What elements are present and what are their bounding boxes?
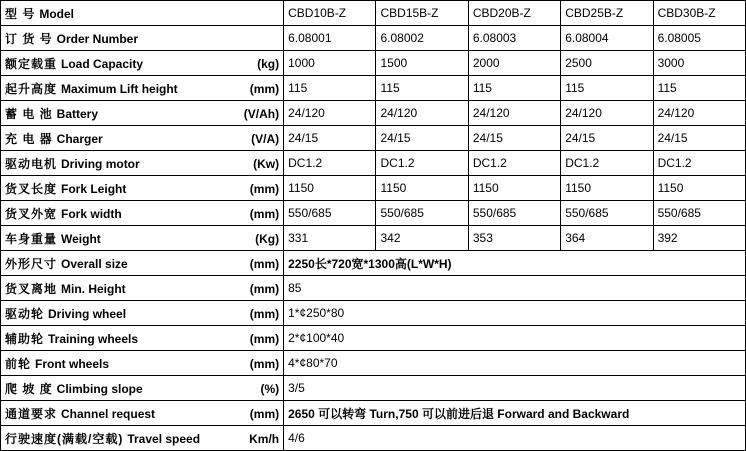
row-value-cell: 2650 可以转弯 Turn,750 可以前进后退 Forward and Backward — [284, 401, 746, 426]
row-label-cell — [1, 276, 284, 301]
row-value-cell: 3/5 — [284, 376, 746, 401]
row-value-cell: 1150 — [284, 176, 376, 201]
row-value-cell: 115 — [468, 76, 560, 101]
row-label-cn: 辅助轮 — [5, 331, 45, 346]
row-label-unit: (mm) — [249, 181, 280, 196]
row-value-cell: CBD25B-Z — [561, 1, 653, 26]
row-value-cell: 1000 — [284, 51, 376, 76]
row-label-cell — [1, 351, 284, 376]
row-value-cell: 24/15 — [376, 126, 468, 151]
row-label-en: Min. Height — [61, 281, 126, 296]
row-label-cn: 额定载重 — [5, 56, 58, 71]
row-label-unit: (mm) — [249, 356, 280, 371]
row-value-cell: 550/685 — [561, 201, 653, 226]
table-row — [1, 201, 746, 226]
row-label-cn: 通道要求 — [5, 406, 58, 421]
row-label-en: Charger — [56, 131, 103, 146]
row-label-unit: (kg) — [257, 56, 280, 71]
row-label-en: Channel request — [61, 406, 156, 421]
table-row — [1, 76, 746, 101]
row-value-cell: 115 — [376, 76, 468, 101]
row-label-en: Front wheels — [35, 356, 110, 371]
row-label-wrap — [5, 205, 279, 222]
row-value-cell: 1150 — [376, 176, 468, 201]
row-value-cell: 2250长*720宽*1300高(L*W*H) — [284, 251, 746, 276]
row-value-cell: 6.08001 — [284, 26, 376, 51]
row-label-cell — [1, 401, 284, 426]
row-label-unit: (V/Ah) — [243, 106, 280, 121]
row-value-cell: 364 — [561, 226, 653, 251]
table-row — [1, 51, 746, 76]
row-label-cell — [1, 151, 284, 176]
row-label-unit: (mm) — [249, 331, 280, 346]
row-label-wrap — [5, 305, 279, 322]
row-label-cn: 车身重量 — [5, 231, 58, 246]
row-label-unit: (V/A) — [251, 131, 280, 146]
row-label-cn: 驱动电机 — [5, 156, 58, 171]
row-label-cn: 外形尺寸 — [5, 256, 58, 271]
table-body — [1, 1, 746, 451]
row-label-cell — [1, 76, 284, 101]
row-label-unit: (%) — [260, 381, 280, 396]
row-label-cn: 订 货 号 — [5, 31, 53, 46]
row-value-cell: DC1.2 — [284, 151, 376, 176]
row-value-cell: DC1.2 — [653, 151, 745, 176]
row-label-en: Climbing slope — [56, 381, 143, 396]
row-label-en: Driving motor — [61, 156, 140, 171]
row-label-cell — [1, 376, 284, 401]
row-value-cell: CBD15B-Z — [376, 1, 468, 26]
row-label-cn: 货叉外宽 — [5, 206, 58, 221]
row-value-cell: 331 — [284, 226, 376, 251]
table-row — [1, 101, 746, 126]
row-label-cell — [1, 101, 284, 126]
row-value-cell: 550/685 — [376, 201, 468, 226]
table-row — [1, 376, 746, 401]
row-value-cell: DC1.2 — [376, 151, 468, 176]
row-label-unit: (Kg) — [255, 231, 280, 246]
row-label-wrap — [5, 180, 279, 197]
row-label-en: Driving wheel — [48, 306, 127, 321]
row-label-en: Fork Leight — [61, 181, 127, 196]
row-value-cell: DC1.2 — [468, 151, 560, 176]
table-row — [1, 351, 746, 376]
row-value-cell: 24/120 — [284, 101, 376, 126]
table-row — [1, 176, 746, 201]
row-value-cell: 4*¢80*70 — [284, 351, 746, 376]
row-label-cn: 蓄 电 池 — [5, 106, 53, 121]
row-value-cell: 6.08002 — [376, 26, 468, 51]
row-label-en: Model — [39, 6, 75, 21]
row-value-cell: 2500 — [561, 51, 653, 76]
row-value-cell: CBD20B-Z — [468, 1, 560, 26]
row-label-en: Battery — [56, 106, 99, 121]
table-row — [1, 126, 746, 151]
row-value-cell: 24/120 — [376, 101, 468, 126]
row-label-wrap — [5, 55, 279, 72]
row-value-cell: 24/120 — [653, 101, 745, 126]
row-label-en: Order Number — [56, 31, 139, 46]
row-label-cn: 型 号 — [5, 6, 36, 21]
row-label-wrap — [5, 405, 279, 422]
row-label-wrap — [5, 80, 279, 97]
row-value-cell: DC1.2 — [561, 151, 653, 176]
row-label-cell — [1, 251, 284, 276]
row-value-cell: 24/15 — [653, 126, 745, 151]
row-label-cell — [1, 301, 284, 326]
row-label-wrap — [5, 355, 279, 372]
row-value-cell: 24/120 — [468, 101, 560, 126]
row-value-cell: 24/15 — [561, 126, 653, 151]
row-label-wrap — [5, 155, 279, 172]
row-value-cell: 24/15 — [284, 126, 376, 151]
row-label-unit: (mm) — [249, 406, 280, 421]
row-label-wrap — [5, 130, 279, 147]
row-value-cell: 3000 — [653, 51, 745, 76]
row-label-cell — [1, 201, 284, 226]
row-value-cell: CBD30B-Z — [653, 1, 745, 26]
row-label-unit: (mm) — [249, 81, 280, 96]
row-value-cell: 2000 — [468, 51, 560, 76]
row-label-wrap — [5, 380, 279, 397]
row-value-cell: 353 — [468, 226, 560, 251]
row-label-wrap — [5, 230, 279, 247]
row-label-cn: 货叉长度 — [5, 181, 58, 196]
table-row — [1, 1, 746, 26]
row-value-cell: CBD10B-Z — [284, 1, 376, 26]
row-label-unit: (mm) — [249, 306, 280, 321]
row-label-en: Travel speed — [127, 431, 201, 446]
row-label-en: Fork width — [61, 206, 122, 221]
row-label-en: Maximum Lift height — [61, 81, 178, 96]
row-label-cell — [1, 126, 284, 151]
row-label-cn: 驱动轮 — [5, 306, 45, 321]
row-label-en: Overall size — [61, 256, 128, 271]
row-label-cn: 充 电 器 — [5, 131, 53, 146]
row-label-unit: (Kw) — [253, 156, 280, 171]
row-value-cell: 115 — [284, 76, 376, 101]
table-row — [1, 301, 746, 326]
row-value-cell: 550/685 — [653, 201, 745, 226]
row-label-wrap — [5, 280, 279, 297]
table-row — [1, 276, 746, 301]
row-label-cell — [1, 51, 284, 76]
row-value-cell: 550/685 — [284, 201, 376, 226]
table-row — [1, 226, 746, 251]
table-row — [1, 251, 746, 276]
row-value-cell: 24/15 — [468, 126, 560, 151]
row-label-unit: Km/h — [249, 431, 280, 446]
row-value-cell: 115 — [561, 76, 653, 101]
row-value-cell: 4/6 — [284, 426, 746, 451]
row-label-cell — [1, 226, 284, 251]
row-label-en: Load Capacity — [61, 56, 144, 71]
row-value-cell: 115 — [653, 76, 745, 101]
row-value-cell: 6.08005 — [653, 26, 745, 51]
row-label-unit: (mm) — [249, 281, 280, 296]
row-label-wrap — [5, 330, 279, 347]
table-row — [1, 151, 746, 176]
row-value-cell: 6.08003 — [468, 26, 560, 51]
row-label-cell — [1, 26, 284, 51]
row-value-cell: 342 — [376, 226, 468, 251]
row-value-cell: 24/120 — [561, 101, 653, 126]
row-label-cell — [1, 326, 284, 351]
table-row — [1, 401, 746, 426]
row-value-cell: 2*¢100*40 — [284, 326, 746, 351]
row-value-cell: 85 — [284, 276, 746, 301]
row-value-cell: 1*¢250*80 — [284, 301, 746, 326]
row-label-unit: (mm) — [249, 256, 280, 271]
row-label-cell — [1, 426, 284, 451]
row-value-cell: 1150 — [653, 176, 745, 201]
row-label-unit: (mm) — [249, 206, 280, 221]
row-value-cell: 1500 — [376, 51, 468, 76]
row-label-cn: 前轮 — [5, 356, 32, 371]
row-label-wrap — [5, 430, 279, 447]
row-label-cell — [1, 176, 284, 201]
row-label-en: Weight — [61, 231, 101, 246]
row-label-cn: 起升高度 — [5, 81, 58, 96]
row-value-cell: 550/685 — [468, 201, 560, 226]
row-label-cn: 爬 坡 度 — [5, 381, 53, 396]
row-label-wrap — [5, 30, 279, 47]
table-row — [1, 26, 746, 51]
row-label-wrap — [5, 5, 279, 22]
table-row — [1, 326, 746, 351]
row-value-cell: 392 — [653, 226, 745, 251]
row-label-cell — [1, 1, 284, 26]
row-label-en: Training wheels — [48, 331, 139, 346]
row-label-cn: 货叉离地 — [5, 281, 58, 296]
row-value-cell: 6.08004 — [561, 26, 653, 51]
row-label-cn: 行驶速度(满载/空载) — [5, 431, 124, 446]
row-value-cell: 1150 — [468, 176, 560, 201]
row-label-wrap — [5, 255, 279, 272]
row-label-wrap — [5, 105, 279, 122]
table-row — [1, 426, 746, 451]
row-value-cell: 1150 — [561, 176, 653, 201]
